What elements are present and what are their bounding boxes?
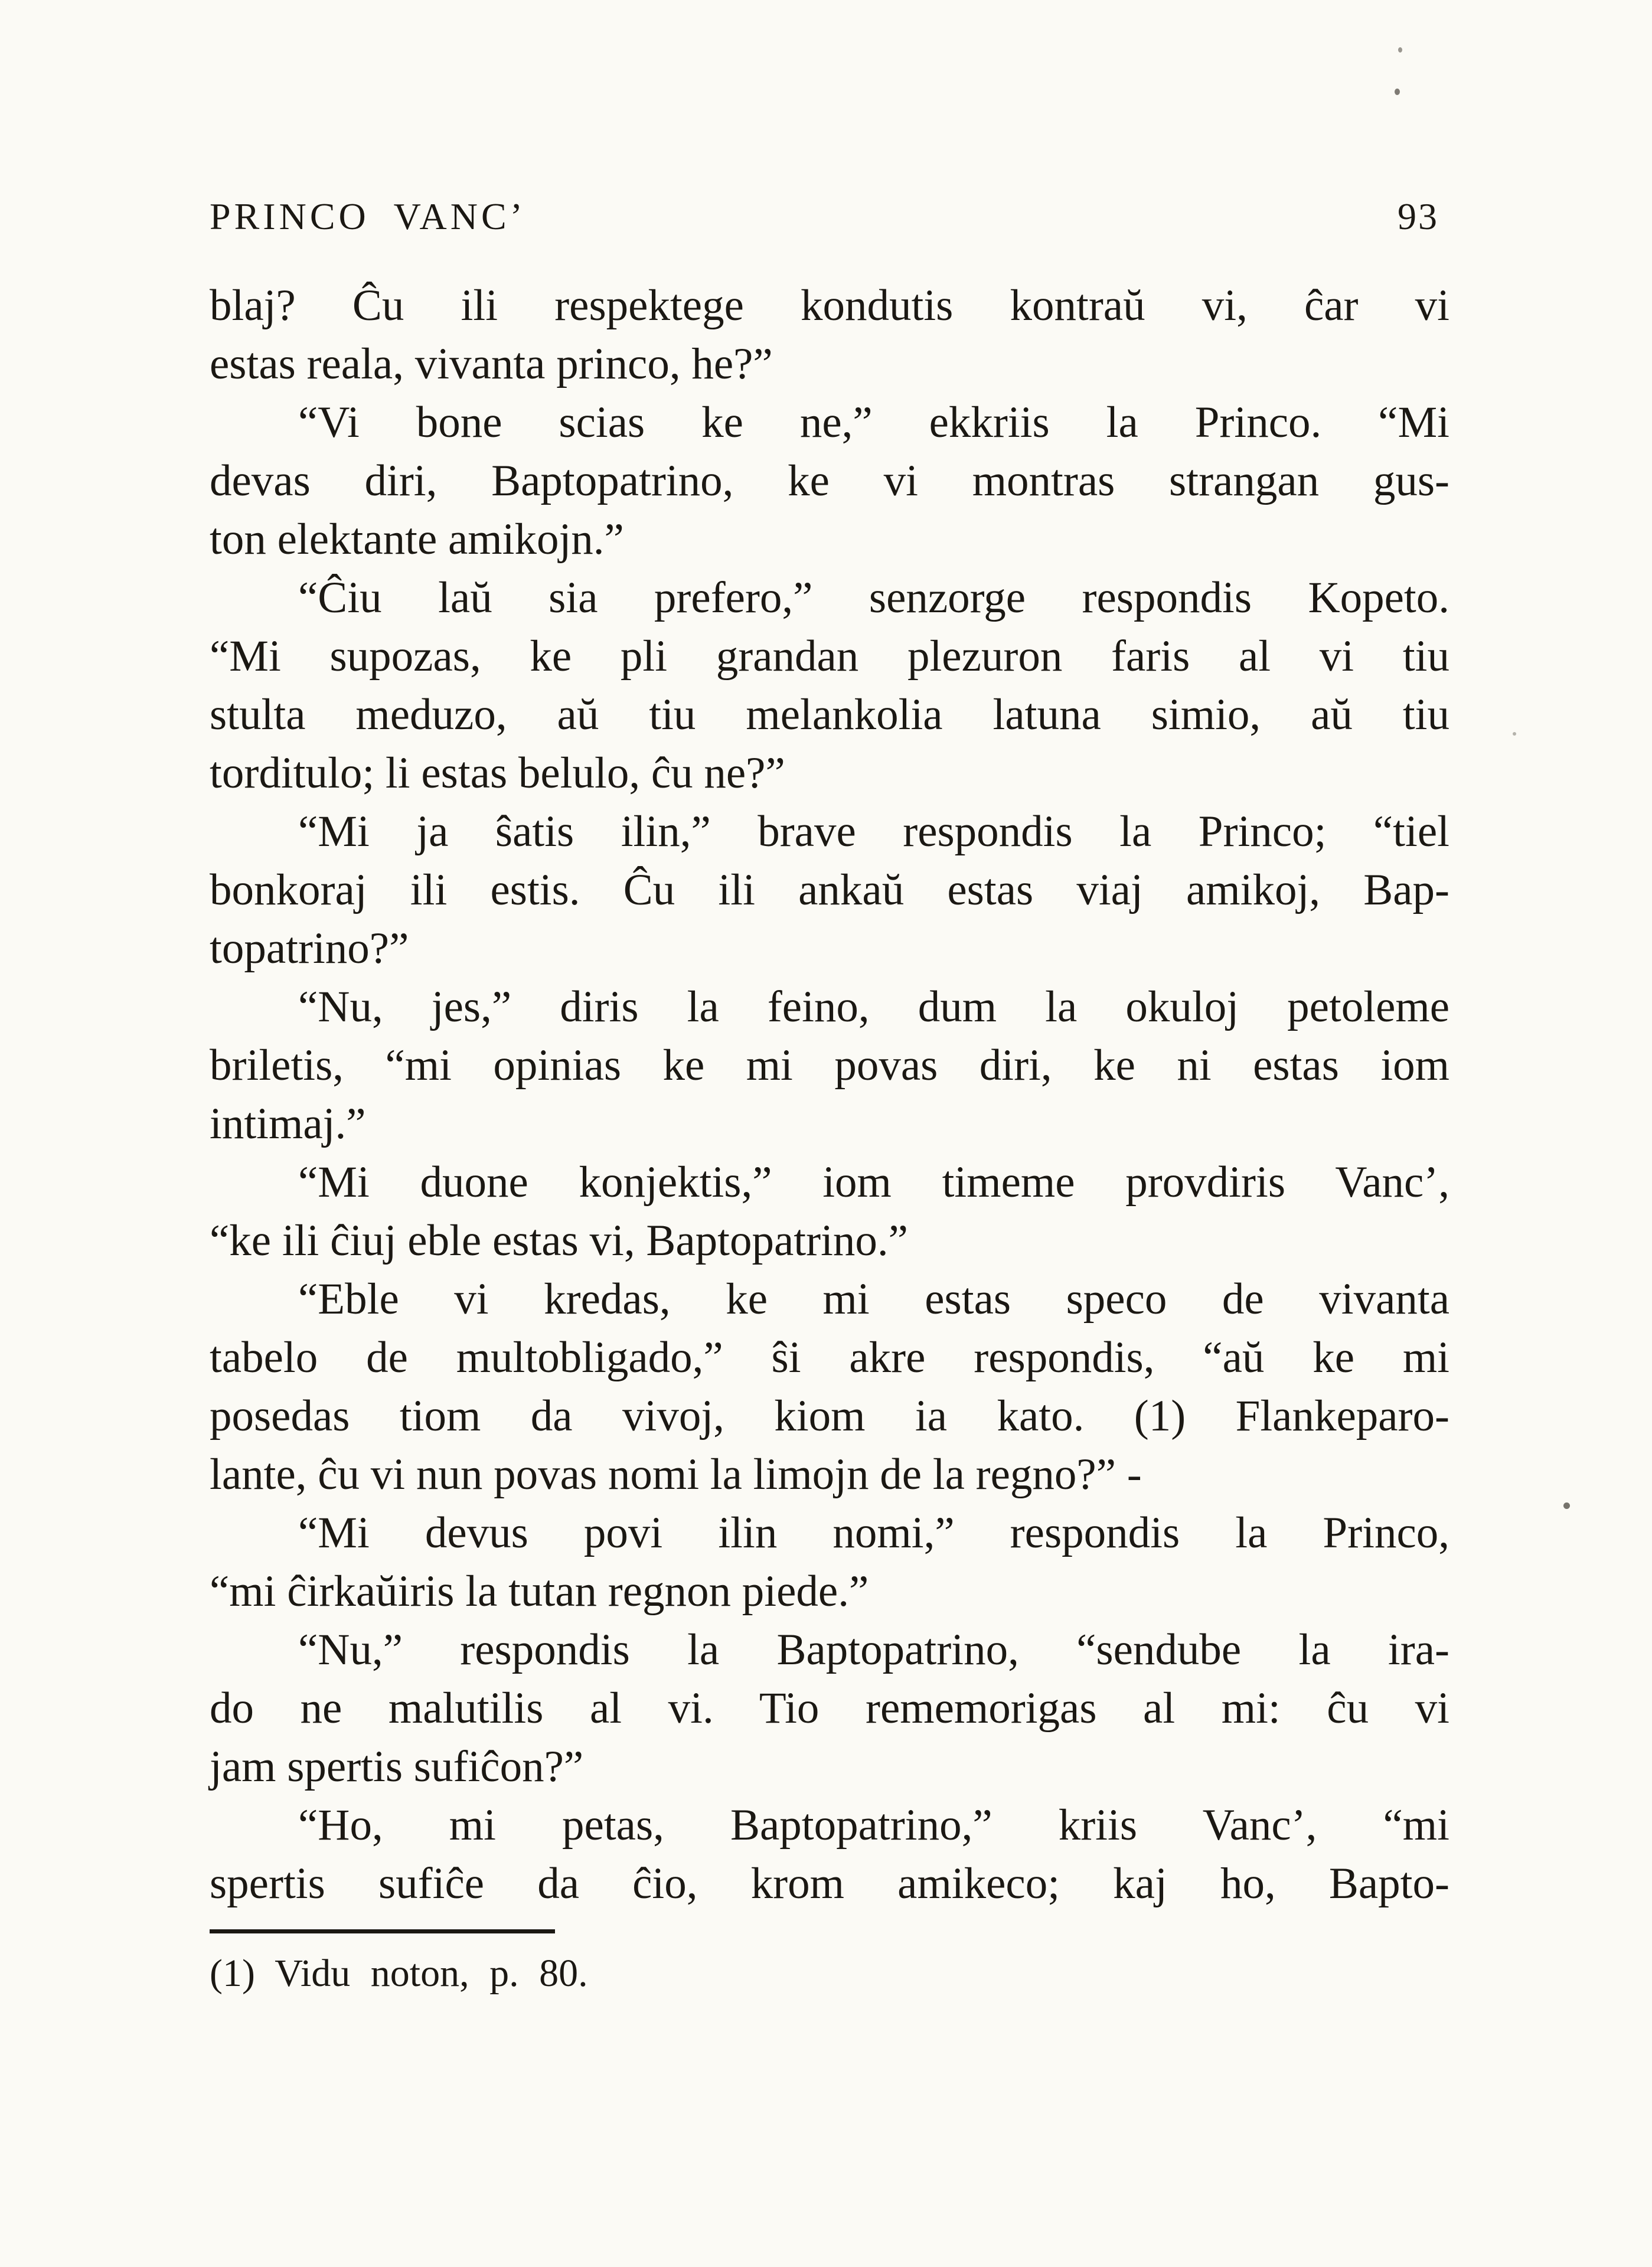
text-line: “ke ili ĉiuj eble estas vi, Baptopatrino.”: [210, 1216, 908, 1265]
page-number: 93: [1398, 195, 1439, 237]
text-line: devas diri, Baptopatrino, ke vi montras strangan gus-: [210, 456, 1449, 505]
scan-speck: [1513, 732, 1516, 736]
text-line: “Mi devus povi ilin nomi,” respondis la Princo,: [298, 1508, 1449, 1557]
text-line: ton elektante amikojn.”: [210, 515, 624, 564]
text-line: tabelo de multobligado,” ŝi akre respondis, “aŭ ke mi: [210, 1333, 1449, 1382]
text-line: “Nu,” respondis la Baptopatrino, “sendube la ira-: [298, 1625, 1449, 1674]
text-line: spertis sufiĉe da ĉio, krom amikeco; kaj ho, Bapto-: [210, 1859, 1449, 1908]
scan-speck: [1563, 1502, 1570, 1509]
text-line: “mi ĉirkaŭiris la tutan regnon piede.”: [210, 1567, 869, 1616]
text-line: do ne malutilis al vi. Tio rememorigas al mi: ĉu vi: [210, 1684, 1449, 1733]
text-line: “Ho, mi petas, Baptopatrino,” kriis Vanc’, “mi: [298, 1801, 1449, 1850]
footnote-text: (1) Vidu noton, p. 80.: [210, 1952, 588, 1995]
text-line: “Eble vi kredas, ke mi estas speco de vivanta: [298, 1275, 1449, 1324]
body-text: [210, 276, 1449, 1913]
text-line: jam spertis sufiĉon?”: [210, 1742, 584, 1791]
text-line: “Mi duone konjektis,” iom timeme provdiris Vanc’,: [298, 1158, 1449, 1207]
running-title: PRINCO VANC’: [210, 195, 526, 237]
text-line: lante, ĉu vi nun povas nomi la limojn de la regno?” -: [210, 1450, 1142, 1499]
text-line: “Nu, jes,” diris la feino, dum la okuloj petoleme: [298, 982, 1449, 1031]
text-line: topatrino?”: [210, 924, 409, 973]
text-line: intimaj.”: [210, 1099, 366, 1148]
footnote: [210, 1929, 1449, 2000]
text-line: estas reala, vivanta princo, he?”: [210, 339, 773, 388]
text-line: torditulo; li estas belulo, ĉu ne?”: [210, 749, 785, 798]
page-header: [210, 195, 1449, 239]
scan-speck: [1398, 47, 1402, 53]
text-line: posedas tiom da vivoj, kiom ia kato. (1) Flankeparo-: [210, 1391, 1449, 1440]
text-line: “Ĉiu laŭ sia prefero,” senzorge respondis Kopeto.: [298, 573, 1449, 622]
text-line: “Mi supozas, ke pli grandan plezuron faris al vi tiu: [210, 632, 1449, 681]
text-line: bonkoraj ili estis. Ĉu ili ankaŭ estas viaj amikoj, Bap-: [210, 865, 1449, 914]
text-line: blaj? Ĉu ili respektege kondutis kontraŭ vi, ĉar vi: [210, 281, 1449, 330]
scan-speck: [1395, 89, 1400, 95]
text-line: stulta meduzo, aŭ tiu melankolia latuna simio, aŭ tiu: [210, 690, 1449, 739]
text-line: briletis, “mi opinias ke mi povas diri, ke ni estas iom: [210, 1041, 1449, 1090]
text-line: “Vi bone scias ke ne,” ekkriis la Princo. “Mi: [298, 398, 1449, 447]
text-line: “Mi ja ŝatis ilin,” brave respondis la Princo; “tiel: [298, 807, 1449, 856]
footnote-rule: [210, 1929, 555, 1933]
